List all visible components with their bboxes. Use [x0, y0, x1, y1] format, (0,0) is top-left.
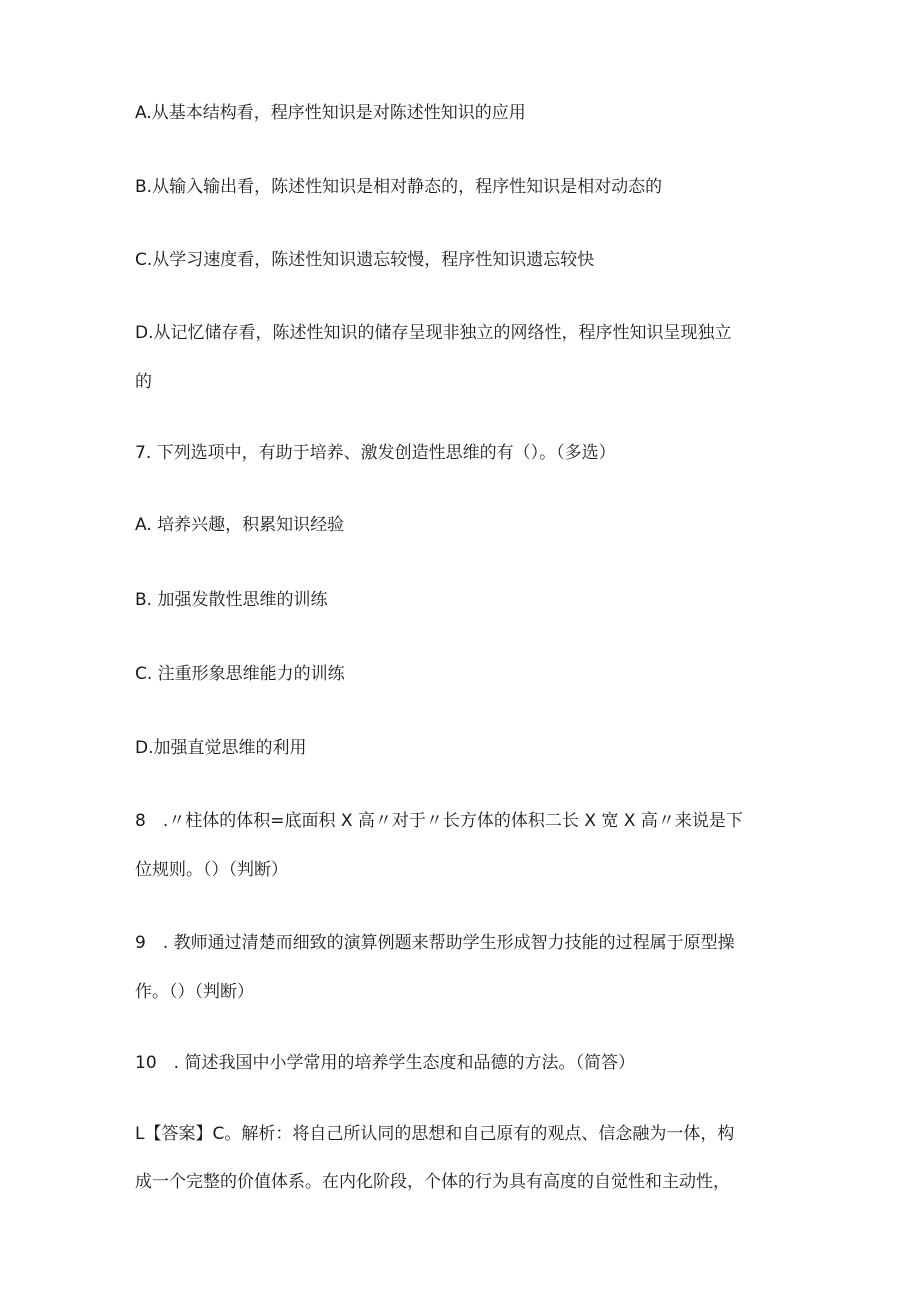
- question-8: 8 .〃柱体的体积=底面积 X 高〃对于〃长方体的体积二长 X 宽 X 高〃来说是下: [135, 811, 743, 831]
- question-10: 10 . 简述我国中小学常用的培养学生态度和品德的方法。（简答）: [135, 1053, 635, 1073]
- question-9-continued: 作。（）（判断）: [135, 982, 254, 1002]
- option-d-q6-continued: 的: [135, 372, 152, 392]
- option-c-q6: C.从学习速度看，陈述性知识遗忘较慢，程序性知识遗忘较快: [135, 250, 595, 270]
- option-d-q6: D.从记忆储存看，陈述性知识的储存呈现非独立的网络性，程序性知识呈现独立: [135, 323, 732, 343]
- option-d-q7: D.加强直觉思维的利用: [135, 738, 307, 758]
- option-a-q6: A.从基本结构看，程序性知识是对陈述性知识的应用: [135, 103, 526, 123]
- answer-1: L【答案】C。解析：将自己所认同的思想和自己原有的观点、信念融为一体，构: [135, 1124, 735, 1144]
- question-7: 7. 下列选项中，有助于培养、激发创造性思维的有（）。（多选）: [135, 443, 616, 463]
- option-b-q7: B. 加强发散性思维的训练: [135, 590, 328, 610]
- answer-1-continued: 成一个完整的价值体系。在内化阶段，个体的行为具有高度的自觉性和主动性，: [135, 1172, 730, 1192]
- option-a-q7: A. 培养兴趣，积累知识经验: [135, 515, 345, 535]
- question-8-continued: 位规则。（）（判断）: [135, 860, 288, 880]
- option-c-q7: C. 注重形象思维能力的训练: [135, 664, 345, 684]
- question-9: 9 . 教师通过清楚而细致的演算例题来帮助学生形成智力技能的过程属于原型操: [135, 933, 735, 953]
- option-b-q6: B.从输入输出看，陈述性知识是相对静态的，程序性知识是相对动态的: [135, 177, 663, 197]
